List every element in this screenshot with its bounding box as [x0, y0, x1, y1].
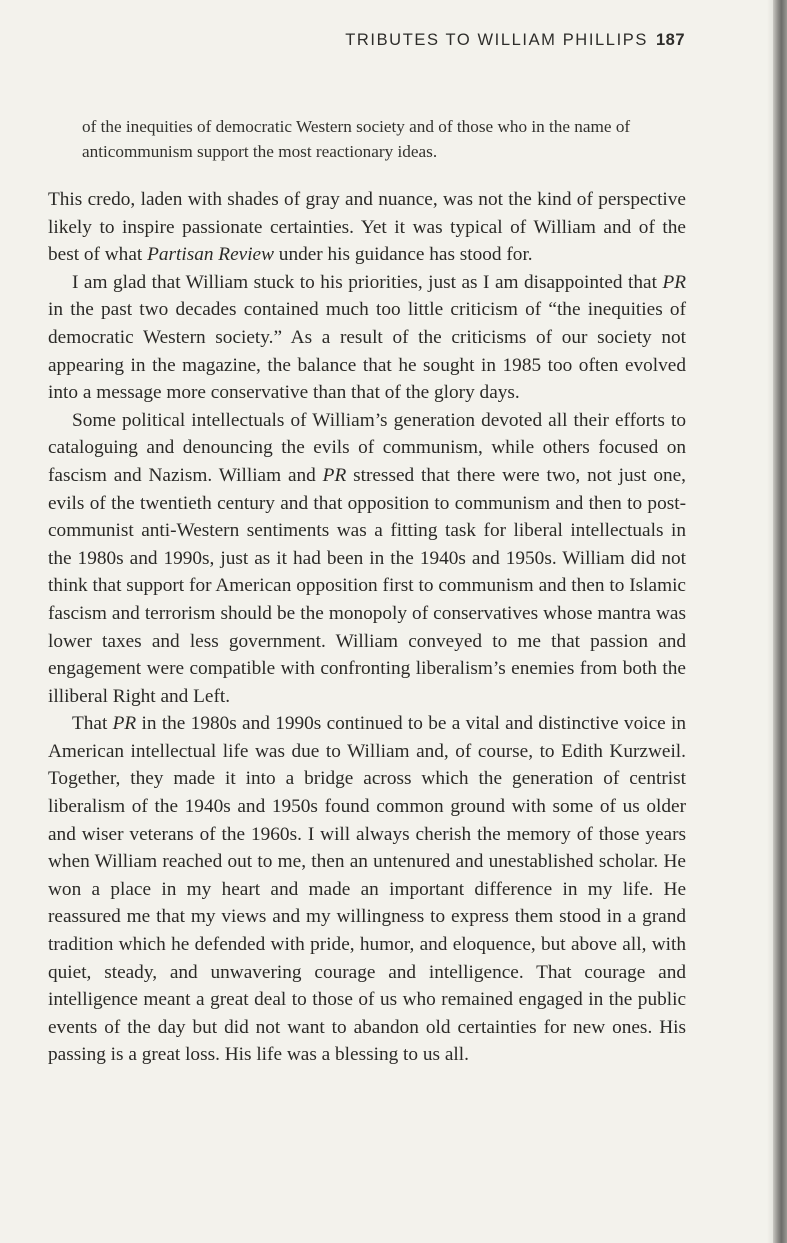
paragraph-4 — [48, 710, 686, 1069]
paragraph-2-emph: PR — [662, 271, 686, 293]
paragraph-4-emph: PR — [112, 713, 137, 735]
running-head — [300, 31, 685, 50]
page-number: 187 — [655, 31, 685, 49]
paragraph-2 — [48, 269, 686, 407]
paragraph-1 — [48, 186, 686, 269]
paragraph-3-text-b: stressed that there were two, not just one, evils of the twentieth century and that opposition to communism and then to post-communist anti-Western sentiments was a fitting task for liberal intellectuals in the 1980s and 1990s, just as it had been in the 1940s and 1950s. William did not think that support for American opposition first to communism and then to Islamic fascism and terrorism should be the monopoly of conservatives whose mantra was lower taxes and less government. William conveyed to me that passion and engagement were compatible with confronting liberalism’s enemies from both the illiberal Right and Left. — [48, 464, 686, 707]
paragraph-3 — [48, 407, 686, 711]
page-edge — [773, 0, 787, 1243]
running-head-title: TRIBUTES TO WILLIAM PHILLIPS — [345, 31, 648, 49]
paragraph-2-text-b: in the past two decades contained much too little criticism of “the inequities of democratic Western society.” As a result of the criticisms of our society not appearing in the magazine, the balance that he sought in 1985 too often evolved into a message more conservative than that of the glory days. — [48, 299, 686, 404]
paragraph-4-text-b: in the 1980s and 1990s continued to be a vital and distinctive voice in American intellectual life was due to William and, of course, to Edith Kurzweil. Together, they made it into a bridge across which the generation of centrist liberalism of the 1940s and 1950s found common ground with some of us older and wiser veterans of the 1960s. I will always cherish the memory of those years when William reached out to me, then an untenured and unestablished scholar. He won a place in my heart and made an important difference in my life. He reassured me that my views and my willingness to express them stood in a grand tradition which he defended with pride, humor, and eloquence, but above all, with quiet, steady, and unwavering courage and intelligence. That courage and intelligence meant a great deal to those of us who remained engaged in the public events of the day but did not want to abandon old certainties for new ones. His passing is a great loss. His life was a blessing to us all. — [48, 713, 686, 1066]
block-quote-text: of the inequities of democratic Western society and of those who in the name of anticommunism support the most reactionary ideas. — [82, 117, 631, 161]
body-text — [48, 186, 686, 1069]
paragraph-2-text-a: I am glad that William stuck to his priorities, just as I am disappointed that — [72, 271, 663, 293]
block-quote — [82, 114, 652, 164]
paragraph-3-emph: PR — [322, 464, 347, 486]
paragraph-3-text-a: Some political intellectuals of William’s generation devoted all their efforts to cataloguing and denouncing the evils of communism, while others focused on fascism and Nazism. William and — [48, 409, 686, 486]
paragraph-4-text-a: That — [72, 713, 113, 735]
paragraph-1-emph: Partisan Review — [147, 244, 274, 266]
paragraph-1-text-a: This credo, laden with shades of gray and nuance, was not the kind of perspective likely to inspire passionate certainties. Yet it was typical of William and of the best of what — [48, 189, 686, 266]
paragraph-1-text-b: under his guidance has stood for. — [273, 244, 533, 266]
